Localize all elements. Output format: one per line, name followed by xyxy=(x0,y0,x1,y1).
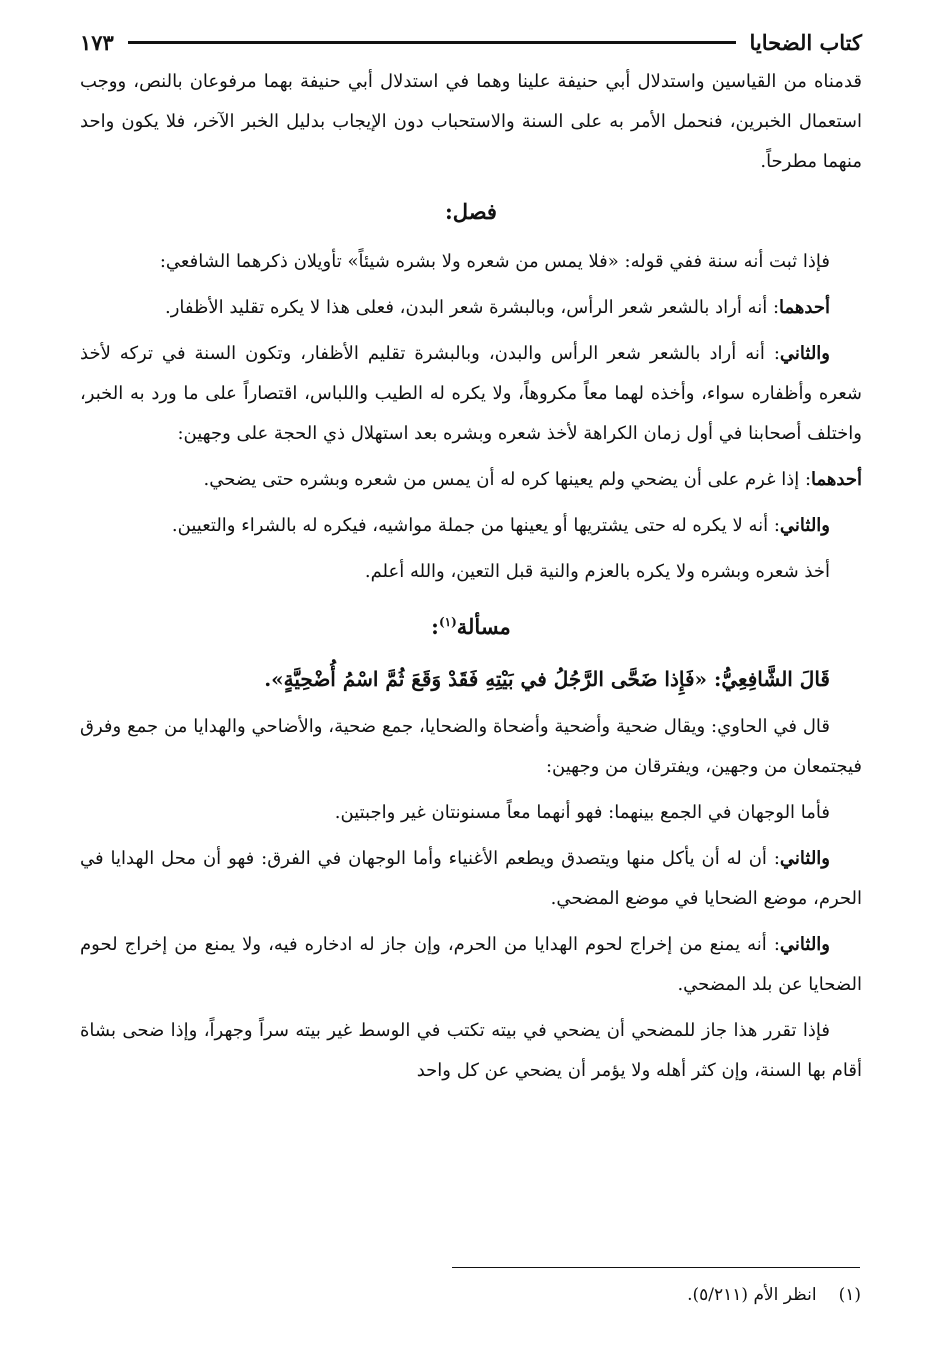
section-heading-fasl: فصل: xyxy=(445,199,497,224)
header-rule xyxy=(128,41,736,44)
page-number: ١٧٣ xyxy=(80,29,114,55)
heading-text: مسألة xyxy=(456,614,511,639)
paragraph xyxy=(80,506,862,546)
paragraph-text: قدمناه من القياسين واستدلال أبي حنيفة علينا وهما في استدلال أبي حنيفة بهما مرفوعان بالنص، ووجب استعمال الخبرين، فنحمل الأمر به على السنة والاستحباب دون الإيجاب بدليل الخبر الآخر، فلا يكون واحد منهما مطرحاً. xyxy=(80,71,862,172)
paragraph xyxy=(80,242,862,282)
paragraph xyxy=(80,839,862,919)
paragraph-text: فإذا ثبت أنه سنة ففي قوله: «فلا يمس من شعره ولا بشره شيئاً» تأويلان ذكرهما الشافعي: xyxy=(159,251,830,272)
paragraph-text: : أن له أن يأكل منها ويتصدق ويطعم الأغنياء وأما الوجهان في الفرق: فهو أن محل الهدايا في الحرم، موضع الضحايا في موضع المضحي. xyxy=(80,848,862,909)
paragraph-lead: أحدهما xyxy=(811,469,862,490)
paragraph-lead: والثاني xyxy=(779,934,830,955)
section-heading-masala xyxy=(80,600,862,649)
heading-colon: : xyxy=(431,614,439,639)
paragraph-lead: والثاني xyxy=(779,343,830,364)
paragraph-text: : أنه لا يكره له حتى يشتريها أو يعينها من جملة مواشيه، فيكره له بالشراء والتعيين. xyxy=(171,515,780,536)
footnote-text: انظر الأم (٥/٢١١). xyxy=(687,1285,817,1305)
paragraph-text: فأما الوجهان في الجمع بينهما: فهو أنهما معاً مسنونتان غير واجبتين. xyxy=(334,802,830,823)
paragraph-text: : إذا غرم على أن يضحي ولم يعينها كره له أن يمس من شعره وبشره حتى يضحي. xyxy=(203,469,812,490)
footnote-number: (١) xyxy=(838,1285,861,1305)
page-header xyxy=(80,22,862,62)
paragraph-lead: والثاني xyxy=(779,515,830,536)
paragraph xyxy=(80,925,862,1005)
footnote-rule xyxy=(452,1267,860,1268)
footnote-ref: (١) xyxy=(438,615,457,629)
paragraph xyxy=(80,460,862,500)
document-page xyxy=(80,22,862,1097)
footnote xyxy=(687,1280,861,1310)
body-text xyxy=(80,62,862,1091)
paragraph-text: فإذا تقرر هذا جاز للمضحي أن يضحي في بيته تكتب في الوسط غير بيته سراً وجهراً، وإذا ضحى بشاة أقام بها السنة، وإن كثر أهله ولا يؤمر أن يضحي عن كل واحد xyxy=(80,1020,862,1081)
book-title: كتاب الضحايا xyxy=(749,29,862,55)
paragraph-text: قال في الحاوي: ويقال ضحية وأضحية وأضحاة والضحايا، جمع ضحية، والأضاحي والهدايا من جمع وفرق فيجتمعان من وجهين، ويفترقان من وجهين: xyxy=(80,716,862,777)
paragraph-text: : أنه يمنع من إخراج لحوم الهدايا من الحرم، وإن جاز له ادخاره فيه، ولا يمنع من إخراج لحوم الضحايا عن بلد المضحي. xyxy=(80,934,862,995)
paragraph-text: : أنه أراد بالشعر شعر الرأس، وبالبشرة شعر البدن، فعلى هذا لا يكره تقليد الأظفار. xyxy=(165,297,780,318)
paragraph-lead: والثاني xyxy=(779,848,830,869)
paragraph xyxy=(80,707,862,787)
paragraph xyxy=(80,288,862,328)
paragraph xyxy=(80,334,862,454)
paragraph-lead: أحدهما xyxy=(779,297,830,318)
paragraph xyxy=(80,62,862,182)
paragraph xyxy=(80,552,862,592)
shafii-quote: قَالَ الشَّافِعِيُّ: «فَإِذا ضَحَّى الرَّجُلُ في بَيْتِهِ فَقَدْ وَقَعَ ثُمَّ اسْمُ أُضْحِيَّةٍ». xyxy=(264,667,830,691)
paragraph-text: أخذ شعره وبشره ولا يكره بالعزم والنية قبل التعين، والله أعلم. xyxy=(364,561,830,582)
paragraph-text: : أنه أراد بالشعر شعر الرأس والبدن، وبالبشرة تقليم الأظفار، وتكون السنة في تركه لأخذ شعره وأظفاره سواء، وأخذه لهما معاً مكروهاً، ولا يكره له الطيب واللباس، اقتصاراً على ما ورد به الخبر، واختلف أصحابنا في أول زمان الكراهة لأخذ شعره وبشره بعد استهلال ذي الحجة على وجهين: xyxy=(80,343,862,444)
paragraph xyxy=(80,1011,862,1091)
paragraph xyxy=(80,793,862,833)
